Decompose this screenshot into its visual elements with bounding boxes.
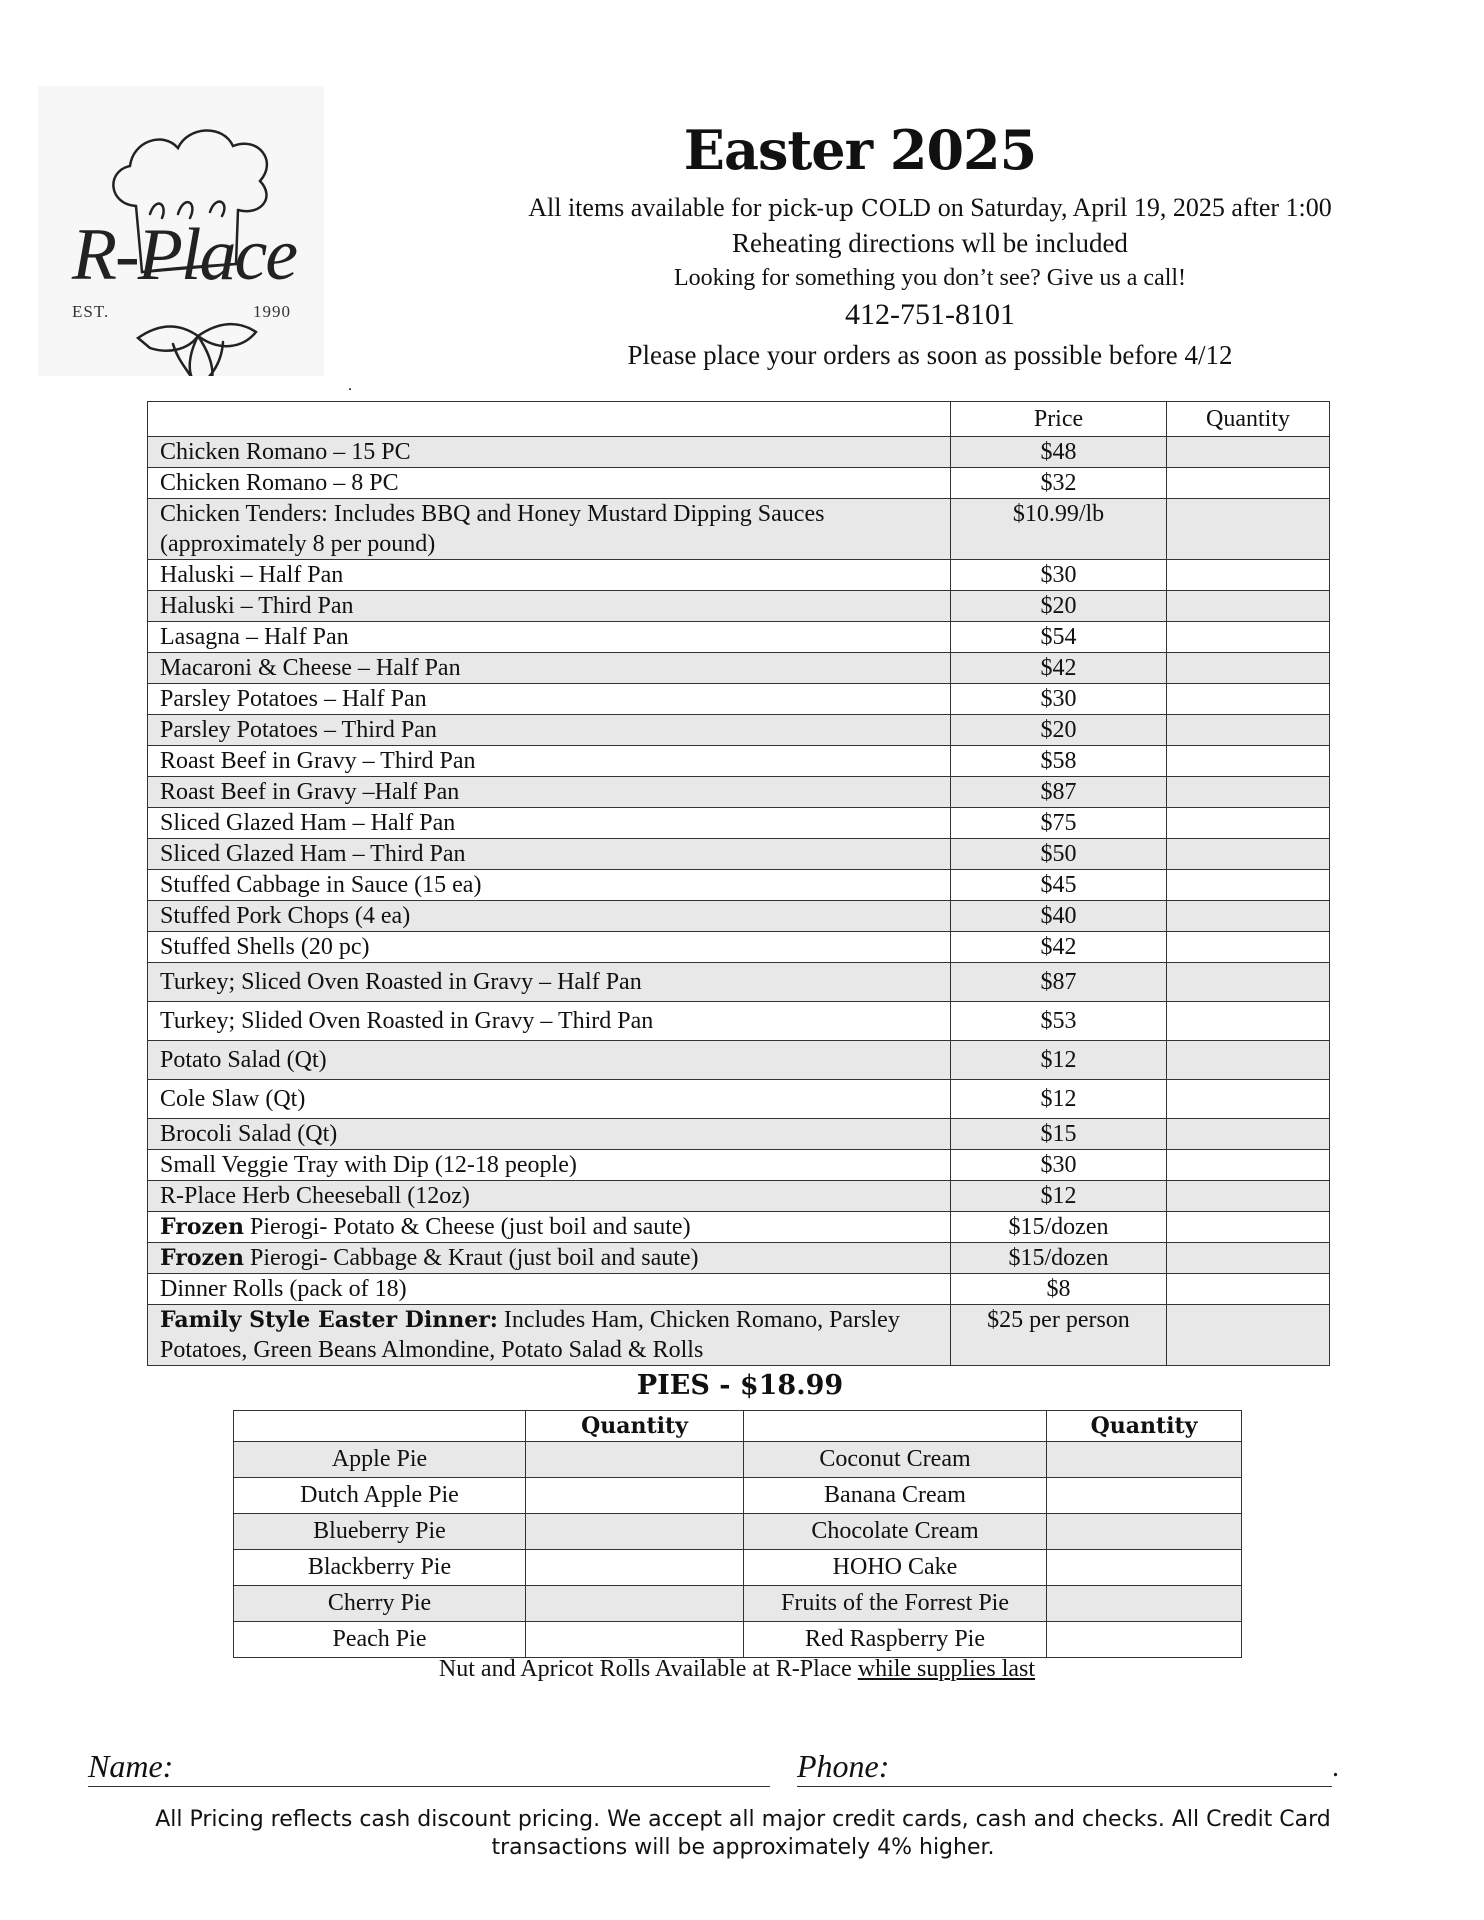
menu-item-name	[148, 591, 951, 622]
menu-item-label: Includes Ham, Chicken Romano, Parsley Potatoes, Green Beans Almondine, Potato Salad & Rolls	[160, 1307, 900, 1363]
menu-row	[148, 437, 1330, 468]
menu-item-quantity-field[interactable]	[1167, 715, 1330, 746]
menu-item-name	[148, 653, 951, 684]
rolls-note	[233, 1656, 1241, 1683]
menu-row	[148, 746, 1330, 777]
menu-row	[148, 468, 1330, 499]
menu-item-quantity-field[interactable]	[1167, 1080, 1330, 1119]
menu-item-price: $48	[951, 437, 1167, 468]
menu-item-name	[148, 777, 951, 808]
phone-field[interactable]	[797, 1786, 1332, 1787]
logo-wordmark: R-Place	[71, 214, 297, 296]
menu-item-quantity-field[interactable]	[1167, 1305, 1330, 1366]
menu-row	[148, 1212, 1330, 1243]
menu-item-label: Roast Beef in Gravy –Half Pan	[160, 779, 460, 805]
menu-item-name	[148, 560, 951, 591]
menu-item-quantity-field[interactable]	[1167, 1002, 1330, 1041]
menu-item-price: $20	[951, 715, 1167, 746]
menu-item-name	[148, 808, 951, 839]
pie-name-right: HOHO Cake	[744, 1550, 1047, 1586]
payment-footer: All Pricing reflects cash discount pricing. We accept all major credit cards, cash and checks. All Credit Card transactions will be approximately 4% higher.	[155, 1807, 1331, 1860]
pie-quantity-field-left[interactable]	[526, 1586, 744, 1622]
menu-item-quantity-field[interactable]	[1167, 468, 1330, 499]
name-label: Name:	[88, 1748, 174, 1784]
order-deadline-line: Please place your orders as soon as possible before 4/12	[627, 340, 1233, 370]
menu-item-quantity-field[interactable]	[1167, 746, 1330, 777]
pickup-line-post: on Saturday, April 19, 2025 after 1:00	[931, 193, 1332, 222]
menu-item-label: Cole Slaw (Qt)	[160, 1086, 306, 1112]
menu-item-price: $25 per person	[951, 1305, 1167, 1366]
menu-item-label: Roast Beef in Gravy – Third Pan	[160, 748, 476, 774]
menu-item-price: $20	[951, 591, 1167, 622]
menu-table	[147, 401, 1330, 1366]
menu-item-quantity-field[interactable]	[1167, 901, 1330, 932]
menu-item-label: Potato Salad (Qt)	[160, 1047, 327, 1073]
menu-row	[148, 1181, 1330, 1212]
menu-item-label: Macaroni & Cheese – Half Pan	[160, 655, 461, 681]
pie-quantity-field-left[interactable]	[526, 1442, 744, 1478]
pie-name-left: Apple Pie	[234, 1442, 526, 1478]
menu-item-label: Brocoli Salad (Qt)	[160, 1121, 338, 1147]
pie-row	[234, 1478, 1242, 1514]
menu-item-price: $42	[951, 653, 1167, 684]
menu-row	[148, 653, 1330, 684]
menu-item-label: Turkey; Slided Oven Roasted in Gravy – Third Pan	[160, 1008, 654, 1034]
menu-item-label: Stuffed Shells (20 pc)	[160, 934, 370, 960]
menu-item-emphasis: Frozen	[160, 1245, 244, 1271]
menu-item-label: Stuffed Cabbage in Sauce (15 ea)	[160, 872, 482, 898]
menu-item-name	[148, 468, 951, 499]
menu-item-price: $45	[951, 870, 1167, 901]
menu-item-label: Haluski – Half Pan	[160, 562, 344, 588]
menu-row	[148, 1243, 1330, 1274]
quantity-column-header: Quantity	[1167, 402, 1330, 437]
pickup-emphasis: pick-up COLD	[767, 196, 932, 222]
menu-item-label: Parsley Potatoes – Half Pan	[160, 686, 427, 712]
menu-item-quantity-field[interactable]	[1167, 870, 1330, 901]
menu-item-quantity-field[interactable]	[1167, 591, 1330, 622]
menu-item-label: R-Place Herb Cheeseball (12oz)	[160, 1183, 470, 1209]
menu-item-quantity-field[interactable]	[1167, 1119, 1330, 1150]
menu-item-quantity-field[interactable]	[1167, 1243, 1330, 1274]
menu-item-quantity-field[interactable]	[1167, 437, 1330, 468]
menu-row	[148, 901, 1330, 932]
pie-quantity-field-left[interactable]	[526, 1622, 744, 1658]
menu-item-name	[148, 901, 951, 932]
pie-name-right: Coconut Cream	[744, 1442, 1047, 1478]
pie-name-right: Fruits of the Forrest Pie	[744, 1586, 1047, 1622]
menu-item-name	[148, 932, 951, 963]
menu-row	[148, 839, 1330, 870]
menu-item-price: $30	[951, 1150, 1167, 1181]
menu-item-label: Stuffed Pork Chops (4 ea)	[160, 903, 411, 929]
pie-row	[234, 1442, 1242, 1478]
pie-quantity-field-left[interactable]	[526, 1478, 744, 1514]
pie-name-left: Peach Pie	[234, 1622, 526, 1658]
pie-name-left: Blueberry Pie	[234, 1514, 526, 1550]
menu-item-label: Pierogi- Potato & Cheese (just boil and saute)	[243, 1214, 691, 1240]
menu-item-name	[148, 1002, 951, 1041]
menu-item-price: $58	[951, 746, 1167, 777]
menu-row	[148, 560, 1330, 591]
menu-item-name	[148, 1041, 951, 1080]
menu-item-label: Turkey; Sliced Oven Roasted in Gravy – Half Pan	[160, 969, 642, 995]
rolls-note-text: Nut and Apricot Rolls Available at R-Place	[438, 1656, 858, 1682]
pie-left-quantity-header: Quantity	[526, 1411, 744, 1442]
pie-quantity-field-left[interactable]	[526, 1550, 744, 1586]
menu-item-emphasis: Frozen	[160, 1214, 244, 1240]
pie-row	[234, 1622, 1242, 1658]
menu-item-name	[148, 1274, 951, 1305]
menu-row	[148, 1080, 1330, 1119]
name-field[interactable]	[88, 1786, 770, 1787]
menu-item-quantity-field[interactable]	[1167, 684, 1330, 715]
menu-item-quantity-field[interactable]	[1167, 963, 1330, 1002]
menu-item-price: $75	[951, 808, 1167, 839]
pie-quantity-field-right[interactable]	[1047, 1514, 1242, 1550]
menu-row	[148, 1150, 1330, 1181]
menu-item-name	[148, 1305, 951, 1366]
menu-row	[148, 932, 1330, 963]
menu-row	[148, 808, 1330, 839]
pie-name-left: Dutch Apple Pie	[234, 1478, 526, 1514]
menu-item-quantity-field[interactable]	[1167, 1274, 1330, 1305]
menu-row	[148, 963, 1330, 1002]
price-column-header: Price	[951, 402, 1167, 437]
menu-item-quantity-field[interactable]	[1167, 1150, 1330, 1181]
menu-item-name	[148, 715, 951, 746]
stray-dot: .	[348, 377, 352, 394]
pie-name-right: Chocolate Cream	[744, 1514, 1047, 1550]
menu-item-name	[148, 963, 951, 1002]
pie-name-right: Banana Cream	[744, 1478, 1047, 1514]
menu-row	[148, 715, 1330, 746]
pie-name-left: Blackberry Pie	[234, 1550, 526, 1586]
menu-item-quantity-field[interactable]	[1167, 499, 1330, 560]
menu-item-label: Chicken Romano – 8 PC	[160, 470, 399, 496]
menu-item-quantity-field[interactable]	[1167, 777, 1330, 808]
menu-item-price: $50	[951, 839, 1167, 870]
menu-item-name	[148, 1212, 951, 1243]
menu-item-quantity-field[interactable]	[1167, 808, 1330, 839]
menu-item-price: $12	[951, 1181, 1167, 1212]
menu-row	[148, 870, 1330, 901]
menu-item-price: $30	[951, 684, 1167, 715]
menu-item-quantity-field[interactable]	[1167, 653, 1330, 684]
menu-row	[148, 591, 1330, 622]
menu-row	[148, 1274, 1330, 1305]
pie-quantity-field-right[interactable]	[1047, 1550, 1242, 1586]
item-column-header	[148, 402, 951, 437]
logo-est: EST.	[72, 302, 110, 321]
menu-item-price: $32	[951, 468, 1167, 499]
menu-item-name	[148, 1181, 951, 1212]
menu-item-price: $10.99/lb	[951, 499, 1167, 560]
menu-item-price: $87	[951, 963, 1167, 1002]
menu-item-quantity-field[interactable]	[1167, 1212, 1330, 1243]
menu-item-price: $40	[951, 901, 1167, 932]
menu-item-price: $30	[951, 560, 1167, 591]
menu-item-name	[148, 684, 951, 715]
phone-number: 412-751-8101	[845, 298, 1015, 331]
menu-item-price: $12	[951, 1041, 1167, 1080]
menu-header-row	[148, 402, 1330, 437]
pie-quantity-field-right[interactable]	[1047, 1442, 1242, 1478]
menu-item-quantity-field[interactable]	[1167, 932, 1330, 963]
menu-item-quantity-field[interactable]	[1167, 839, 1330, 870]
menu-item-name	[148, 1080, 951, 1119]
menu-item-name	[148, 746, 951, 777]
menu-item-label: Haluski – Third Pan	[160, 593, 354, 619]
page-title: Easter 2025	[683, 118, 1037, 182]
pie-quantity-field-right[interactable]	[1047, 1622, 1242, 1658]
menu-item-name	[148, 622, 951, 653]
menu-item-name	[148, 839, 951, 870]
phone-label: Phone:	[797, 1748, 890, 1784]
pie-right-quantity-header: Quantity	[1047, 1411, 1242, 1442]
menu-item-price: $12	[951, 1080, 1167, 1119]
pie-row	[234, 1586, 1242, 1622]
pie-quantity-field-right[interactable]	[1047, 1478, 1242, 1514]
menu-row	[148, 1305, 1330, 1366]
menu-item-price: $53	[951, 1002, 1167, 1041]
menu-item-quantity-field[interactable]	[1167, 622, 1330, 653]
menu-item-price: $15	[951, 1119, 1167, 1150]
menu-item-price: $42	[951, 932, 1167, 963]
menu-item-quantity-field[interactable]	[1167, 1041, 1330, 1080]
phone-line-dot: .	[1332, 1752, 1339, 1783]
logo-year: 1990	[253, 302, 291, 321]
menu-item-label: Lasagna – Half Pan	[160, 624, 349, 650]
menu-item-label: Chicken Romano – 15 PC	[160, 439, 411, 465]
menu-item-label: Pierogi- Cabbage & Kraut (just boil and saute)	[243, 1245, 699, 1271]
pie-right-header	[744, 1411, 1047, 1442]
menu-item-price: $8	[951, 1274, 1167, 1305]
pies-title: PIES - $18.99	[636, 1370, 844, 1401]
menu-item-quantity-field[interactable]	[1167, 560, 1330, 591]
menu-item-label: Sliced Glazed Ham – Third Pan	[160, 841, 466, 867]
menu-item-price: $87	[951, 777, 1167, 808]
reheating-line: Reheating directions wll be included	[732, 228, 1128, 258]
menu-item-name	[148, 1243, 951, 1274]
menu-row	[148, 684, 1330, 715]
menu-row	[148, 1041, 1330, 1080]
call-line: Looking for something you don’t see? Give us a call!	[673, 265, 1187, 291]
menu-item-label: Small Veggie Tray with Dip (12-18 people)	[160, 1152, 577, 1178]
pie-name-left: Cherry Pie	[234, 1586, 526, 1622]
pie-quantity-field-left[interactable]	[526, 1514, 744, 1550]
rolls-note-underlined: while supplies last	[857, 1656, 1036, 1682]
pickup-line	[360, 193, 1484, 223]
pickup-line-pre: All items available for	[528, 193, 768, 222]
pie-row	[234, 1550, 1242, 1586]
menu-item-name	[148, 437, 951, 468]
pie-row	[234, 1514, 1242, 1550]
pies-header-row	[234, 1411, 1242, 1442]
menu-item-price: $15/dozen	[951, 1243, 1167, 1274]
menu-item-name	[148, 499, 951, 560]
pie-name-right: Red Raspberry Pie	[744, 1622, 1047, 1658]
menu-item-label: Sliced Glazed Ham – Half Pan	[160, 810, 456, 836]
menu-item-name	[148, 1119, 951, 1150]
menu-item-label: Dinner Rolls (pack of 18)	[160, 1276, 407, 1302]
menu-item-emphasis: Family Style Easter Dinner:	[160, 1307, 498, 1333]
menu-item-quantity-field[interactable]	[1167, 1181, 1330, 1212]
menu-item-label: Parsley Potatoes – Third Pan	[160, 717, 437, 743]
menu-row	[148, 1119, 1330, 1150]
menu-item-name	[148, 870, 951, 901]
pie-left-header	[234, 1411, 526, 1442]
menu-item-label: Chicken Tenders: Includes BBQ and Honey Mustard Dipping Sauces (approximately 8 per pound)	[160, 501, 825, 557]
menu-row	[148, 777, 1330, 808]
pies-table	[233, 1410, 1242, 1658]
menu-row	[148, 1002, 1330, 1041]
menu-item-name	[148, 1150, 951, 1181]
menu-row	[148, 622, 1330, 653]
menu-row	[148, 499, 1330, 560]
pie-quantity-field-right[interactable]	[1047, 1586, 1242, 1622]
logo	[38, 86, 324, 376]
menu-item-price: $54	[951, 622, 1167, 653]
menu-item-price: $15/dozen	[951, 1212, 1167, 1243]
